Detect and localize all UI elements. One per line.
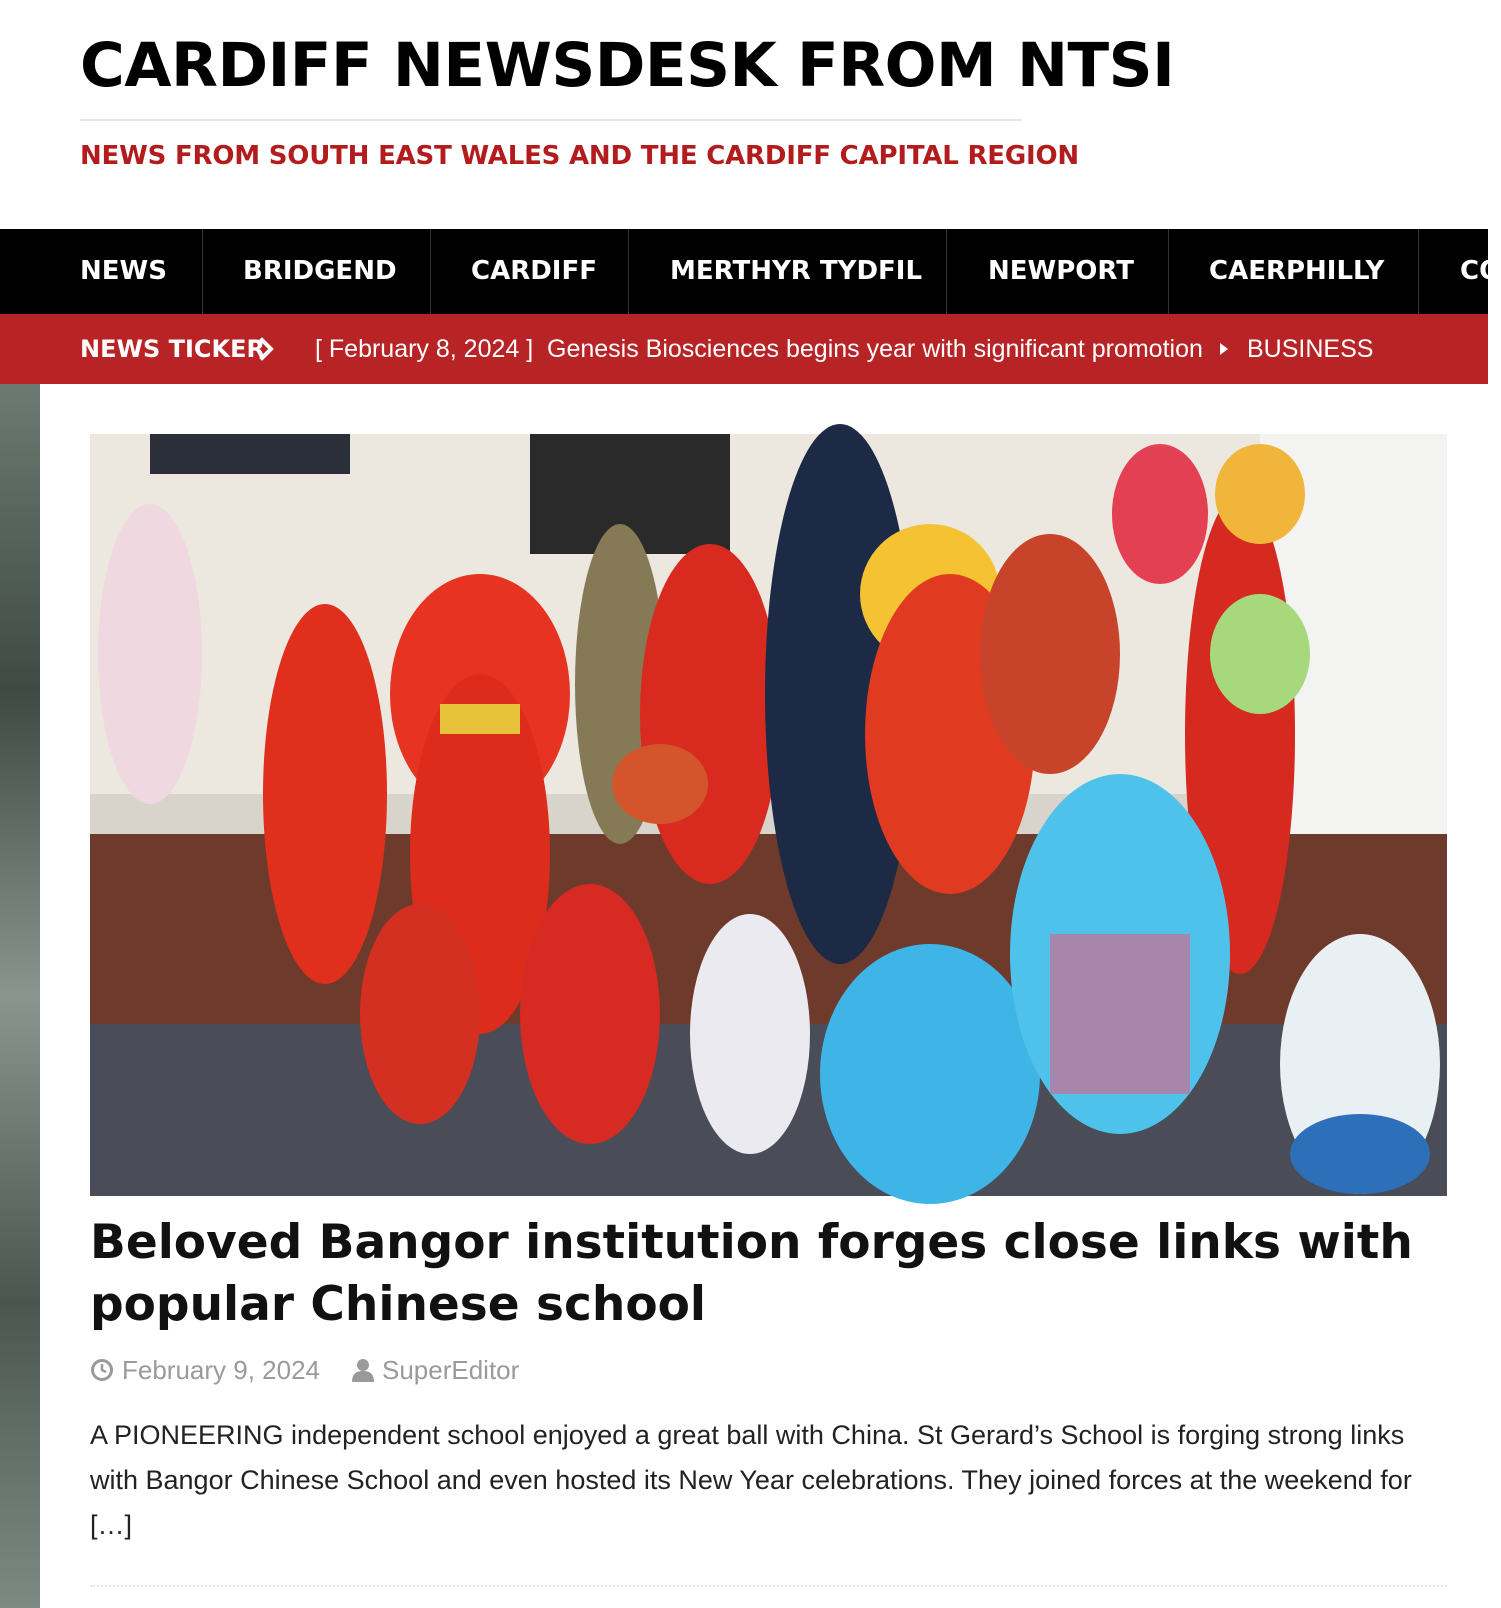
nav-item-caerphilly[interactable]: CAERPHILLY xyxy=(1209,256,1385,286)
article-featured-image[interactable] xyxy=(90,434,1447,1196)
nav-divider xyxy=(1418,229,1419,314)
nav-divider xyxy=(628,229,629,314)
chevron-right-icon xyxy=(254,336,280,362)
nav-divider xyxy=(946,229,947,314)
ticker-category-link[interactable]: BUSINESS xyxy=(1247,335,1374,363)
nav-item-cardiff[interactable]: CARDIFF xyxy=(471,256,598,286)
nav-divider xyxy=(1168,229,1169,314)
nav-item-truncated[interactable]: CO xyxy=(1460,256,1501,286)
article-excerpt: A PIONEERING independent school enjoyed a great ball with China. St Gerard’s School is forging strong links with Bangor Chinese School and even hosted its New Year celebrations. They joined forces at the weekend for […] xyxy=(90,1420,1412,1540)
clock-icon xyxy=(90,1358,114,1382)
background-image-edge xyxy=(0,384,40,1608)
nav-item-merthyr-tydfil[interactable]: MERTHYR TYDFIL xyxy=(670,256,923,286)
article-divider xyxy=(90,1585,1447,1587)
main-navigation xyxy=(0,229,1501,314)
nav-divider xyxy=(202,229,203,314)
article-date: February 9, 2024 xyxy=(122,1355,321,1385)
chinese-new-year-photo xyxy=(90,434,1447,1196)
ticker-headline-link[interactable]: Genesis Biosciences begins year with significant promotion xyxy=(547,335,1203,363)
news-ticker xyxy=(0,314,1488,384)
nav-item-news[interactable]: NEWS xyxy=(80,256,167,286)
title-divider xyxy=(80,119,1022,121)
site-title[interactable]: CARDIFF NEWSDESK FROM NTSI xyxy=(80,30,1175,101)
nav-divider xyxy=(430,229,431,314)
article-author-link[interactable]: SuperEditor xyxy=(382,1355,520,1385)
ticker-date: [ February 8, 2024 ] xyxy=(315,335,534,363)
nav-item-newport[interactable]: NEWPORT xyxy=(988,256,1134,286)
article-title[interactable]: Beloved Bangor institution forges close links with popular Chinese school xyxy=(90,1215,1413,1332)
site-header xyxy=(0,0,1488,229)
triangle-right-icon xyxy=(1219,342,1229,356)
user-icon xyxy=(352,1358,374,1382)
site-tagline: NEWS FROM SOUTH EAST WALES AND THE CARDIFF CAPITAL REGION xyxy=(80,141,1079,171)
nav-item-bridgend[interactable]: BRIDGEND xyxy=(243,256,397,286)
ticker-label: NEWS TICKER xyxy=(80,335,265,363)
